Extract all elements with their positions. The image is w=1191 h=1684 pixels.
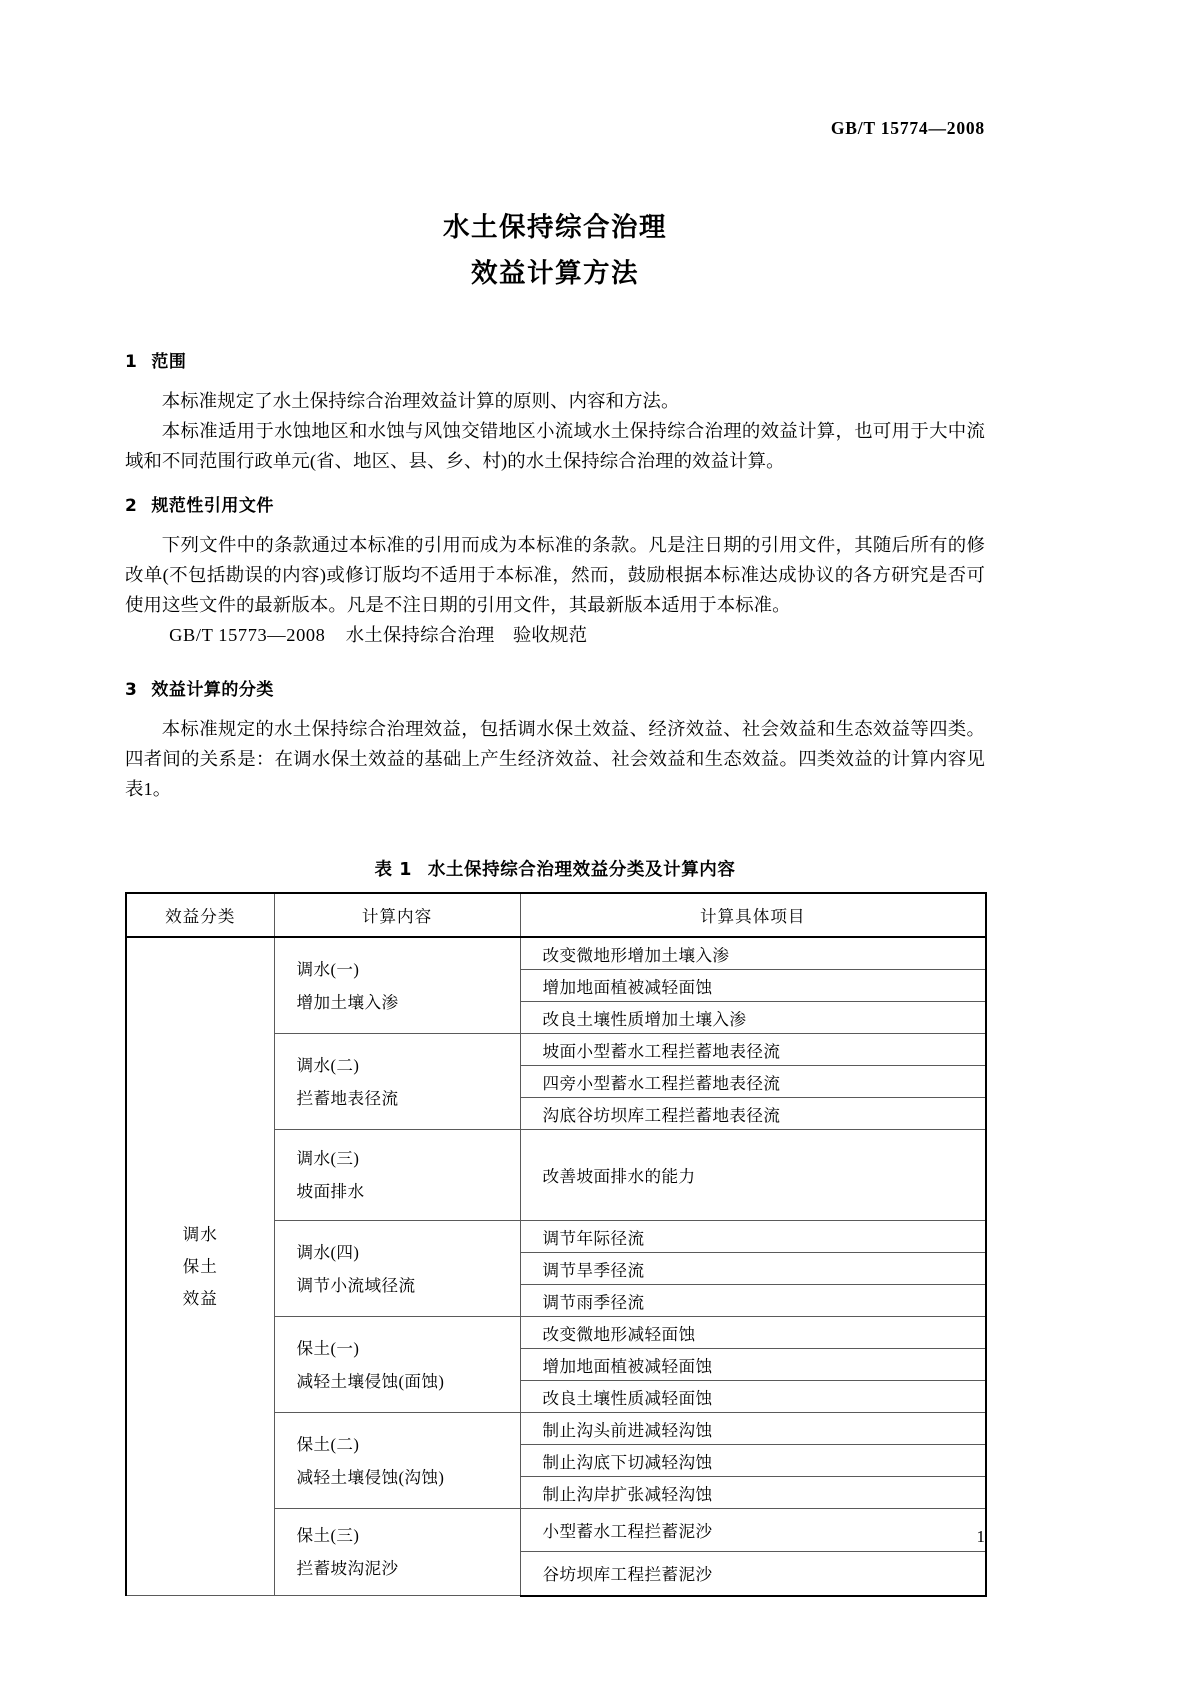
normative-reference-item [125, 620, 985, 650]
table-caption-label: 表 1 [374, 860, 413, 880]
reference-standard-part: 验收规范 [512, 625, 588, 645]
category-line-2: 保土 [182, 1256, 218, 1276]
content-group-7-line-2: 拦蓄坡沟泥沙 [296, 1559, 399, 1578]
cell-content-group-6 [274, 1413, 520, 1509]
section-2-heading [125, 491, 985, 516]
cell-item: 制止沟岸扩张减轻沟蚀 [520, 1477, 986, 1509]
cell-category-diaoshui-baotu-xiaoyi [126, 937, 274, 1596]
cell-item: 改变微地形减轻面蚀 [520, 1317, 986, 1349]
content-group-2-line-2: 拦蓄地表径流 [296, 1088, 399, 1108]
cell-content-group-7 [274, 1509, 520, 1596]
cell-item: 制止沟底下切减轻沟蚀 [520, 1445, 986, 1477]
content-group-7-line-1: 保土(三) [296, 1526, 360, 1545]
section-1 [125, 347, 985, 476]
title-line-2: 效益计算方法 [471, 258, 639, 289]
content-group-1-line-2: 增加土壤入渗 [296, 992, 399, 1012]
section-1-heading [125, 347, 985, 372]
column-header-category: 效益分类 [126, 893, 274, 937]
table-1 [125, 892, 987, 1597]
section-2-paragraph-1: 下列文件中的条款通过本标准的引用而成为本标准的条款。凡是注日期的引用文件，其随后所有的修改单(不包括勘误的内容)或修订版均不适用于本标准，然而，鼓励根据本标准达成协议的各方研究是否可使用这些文件的最新版本。凡是不注日期的引用文件，其最新版本适用于本标准。 [125, 535, 985, 615]
section-1-title: 范围 [151, 352, 187, 372]
cell-item: 坡面小型蓄水工程拦蓄地表径流 [520, 1034, 986, 1066]
content-group-3-line-2: 坡面排水 [296, 1182, 365, 1201]
cell-item: 制止沟头前进减轻沟蚀 [520, 1413, 986, 1445]
cell-item: 沟底谷坊坝库工程拦蓄地表径流 [520, 1098, 986, 1130]
content-group-2-line-1: 调水(二) [296, 1055, 360, 1075]
section-2 [125, 491, 985, 650]
section-1-number: 1 [125, 352, 138, 372]
table-caption-title: 水土保持综合治理效益分类及计算内容 [427, 860, 736, 880]
cell-item: 调节雨季径流 [520, 1285, 986, 1317]
content-group-3-line-1: 调水(三) [296, 1149, 360, 1168]
cell-item: 谷坊坝库工程拦蓄泥沙 [520, 1552, 986, 1596]
table-1-caption [125, 856, 985, 881]
content-group-5-line-1: 保土(一) [296, 1338, 360, 1358]
reference-standard-number: GB/T 15773—2008 [169, 625, 326, 645]
content-group-4-line-1: 调水(四) [296, 1242, 360, 1262]
cell-item: 增加地面植被减轻面蚀 [520, 1349, 986, 1381]
category-line-1: 调水 [182, 1224, 218, 1244]
running-header-standard-number: GB/T 15774—2008 [830, 118, 985, 138]
table-body [126, 937, 986, 1596]
section-3-paragraph-1: 本标准规定的水土保持综合治理效益，包括调水保土效益、经济效益、社会效益和生态效益等四类。四者间的关系是：在调水保土效益的基础上产生经济效益、社会效益和生态效益。四类效益的计算内容见表1。 [125, 719, 985, 799]
cell-item: 改变微地形增加土壤入渗 [520, 937, 986, 970]
section-2-number: 2 [125, 496, 138, 516]
cell-item: 增加地面植被减轻面蚀 [520, 970, 986, 1002]
content-group-6-line-2: 减轻土壤侵蚀(沟蚀) [296, 1467, 445, 1487]
column-header-content: 计算内容 [274, 893, 520, 937]
table-row [126, 937, 986, 970]
cell-item: 调节年际径流 [520, 1221, 986, 1253]
content-group-5-line-2: 减轻土壤侵蚀(面蚀) [296, 1371, 445, 1391]
column-header-items: 计算具体项目 [520, 893, 986, 937]
section-3-title: 效益计算的分类 [151, 680, 274, 700]
document-title [125, 205, 985, 297]
category-line-3: 效益 [182, 1288, 218, 1308]
cell-item: 小型蓄水工程拦蓄泥沙 [520, 1509, 986, 1552]
cell-item: 调节旱季径流 [520, 1253, 986, 1285]
table-header [126, 893, 986, 937]
table-header-row [126, 893, 986, 937]
reference-standard-name: 水土保持综合治理 [345, 625, 495, 645]
section-2-title: 规范性引用文件 [151, 496, 274, 516]
section-3-number: 3 [125, 680, 138, 700]
cell-content-group-2 [274, 1034, 520, 1130]
cell-content-group-3 [274, 1130, 520, 1221]
cell-content-group-4 [274, 1221, 520, 1317]
section-1-paragraph-2: 本标准适用于水蚀地区和水蚀与风蚀交错地区小流域水土保持综合治理的效益计算，也可用于大中流域和不同范围行政单元(省、地区、县、乡、村)的水土保持综合治理的效益计算。 [125, 421, 985, 471]
cell-item: 改良土壤性质减轻面蚀 [520, 1381, 986, 1413]
section-1-paragraph-1: 本标准规定了水土保持综合治理效益计算的原则、内容和方法。 [161, 391, 680, 411]
cell-item: 四旁小型蓄水工程拦蓄地表径流 [520, 1066, 986, 1098]
content-group-6-line-1: 保土(二) [296, 1434, 360, 1454]
content-group-4-line-2: 调节小流域径流 [296, 1275, 416, 1295]
cell-content-group-5 [274, 1317, 520, 1413]
title-line-1: 水土保持综合治理 [443, 212, 667, 243]
section-3-heading [125, 675, 985, 700]
cell-item: 改善坡面排水的能力 [520, 1130, 986, 1221]
cell-item: 改良土壤性质增加土壤入渗 [520, 1002, 986, 1034]
page-number: 1 [976, 1527, 985, 1546]
section-3 [125, 675, 985, 804]
content-group-1-line-1: 调水(一) [296, 959, 360, 979]
table-1-wrapper [125, 892, 985, 1597]
cell-content-group-1 [274, 937, 520, 1034]
